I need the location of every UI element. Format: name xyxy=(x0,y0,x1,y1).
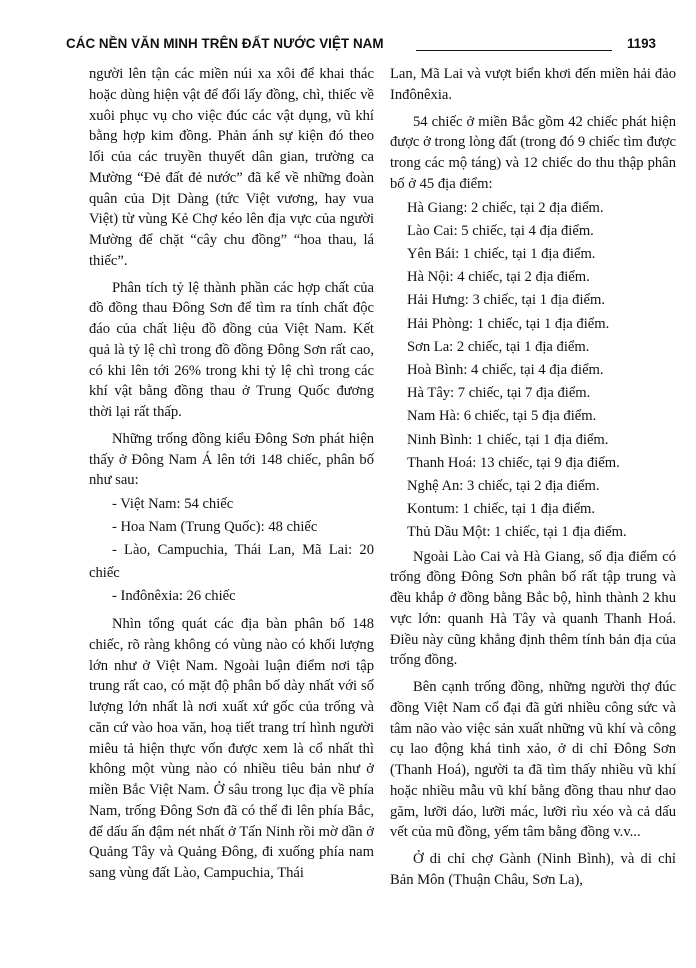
distribution-item: Kontum: 1 chiếc, tại 1 địa điểm. xyxy=(407,501,596,518)
distribution-item: Hà Tây: 7 chiếc, tại 7 địa điểm. xyxy=(407,385,591,402)
distribution-item: Lào Cai: 5 chiếc, tại 4 địa điểm. xyxy=(407,222,594,239)
distribution-item: Sơn La: 2 chiếc, tại 1 địa điểm. xyxy=(407,338,590,355)
right-column xyxy=(390,64,676,897)
running-header xyxy=(66,36,656,56)
header-title: CÁC NỀN VĂN MINH TRÊN ĐẤT NƯỚC VIỆT NAM xyxy=(66,36,384,51)
distribution-item: Hà Giang: 2 chiếc, tại 2 địa điểm. xyxy=(407,199,604,216)
header-rule xyxy=(416,50,612,51)
page-number: 1193 xyxy=(626,36,656,51)
distribution-item: Hà Nội: 4 chiếc, tại 2 địa điểm. xyxy=(407,269,590,286)
list-item: - Inđônêxia: 26 chiếc xyxy=(112,588,236,604)
distribution-item: Yên Bái: 1 chiếc, tại 1 địa điểm. xyxy=(407,245,596,262)
distribution-item: Hải Phòng: 1 chiếc, tại 1 địa điểm. xyxy=(407,315,610,332)
paragraph: Những trống đồng kiểu Đông Sơn phát hiện thấy ở Đông Nam Á lên tới 148 chiếc, phân bố như sau: xyxy=(89,430,374,489)
distribution-item: Hoà Bình: 4 chiếc, tại 4 địa điểm. xyxy=(407,361,604,378)
distribution-item: Hải Hưng: 3 chiếc, tại 1 địa điểm. xyxy=(407,292,605,309)
left-column xyxy=(89,64,374,890)
list-item: - Lào, Campuchia, Thái Lan, Mã Lai: 20 chiếc xyxy=(89,542,374,581)
paragraph: 54 chiếc ở miền Bắc gồm 42 chiếc phát hiện được ở trong lòng đất (trong đó 9 chiếc tìm được trong các mộ táng) và 12 chiếc do thu thập phân bố ở 45 địa điểm: xyxy=(390,113,676,192)
distribution-item: Thủ Dầu Một: 1 chiếc, tại 1 địa điểm. xyxy=(407,524,627,541)
paragraph: Lan, Mã Lai và vượt biển khơi đến miền hải đảo Inđônêxia. xyxy=(390,66,676,103)
distribution-item: Ninh Bình: 1 chiếc, tại 1 địa điểm. xyxy=(407,431,609,448)
distribution-item: Nghệ An: 3 chiếc, tại 2 địa điểm. xyxy=(407,477,600,494)
paragraph: Bên cạnh trống đồng, những người thợ đúc đồng Việt Nam cổ đại đã gửi nhiều công sức và tâm não vào việc sản xuất những vũ khí và công cụ lao động khá tinh xảo, ở di chỉ Đông Sơn (Thanh Hoá), người ta đã tìm thấy nhiều vũ khí hoặc nhiều mẫu vũ khí bằng đồng thau như dao găm, lưỡi dáo, lưỡi mác, lưỡi rìu xéo và cả dấu vết của mũ đồng, yếm tâm bằng đồng v.v... xyxy=(390,679,676,841)
paragraph: Phân tích tỷ lệ thành phần các hợp chất của đồ đồng thau Đông Sơn để tìm ra tính chất độc đáo của chất liệu đồ đồng của Việt Nam. Kết quả là tỷ lệ chì trong đồ đồng Đông Sơn rất cao, có khi lên tới 26% trong khi tỷ lệ chì trong các khí vật bằng đồng thau ở Trung Quốc đương thời lại rất thấp. xyxy=(89,279,374,420)
paragraph: người lên tận các miền núi xa xôi để khai thác hoặc dùng hiện vật để đổi lấy đồng, chì, thiếc về xuôi phục vụ cho việc đúc các vật dụng, vũ khí bằng hợp kim đồng. Phản ánh sự kiện đó theo lối của các truyền thuyết dân gian, trường ca Mường “Đẻ đất đẻ nước” đã kể về những đoàn quân của Dịt Dàng (tức Việt vương, hay vua Việt) từ vùng Kẻ Chợ kéo lên địa vực của người Mường để chặt “cây chu đồng” “hoa thau, lá thiếc”. xyxy=(89,66,374,269)
list-item: - Việt Nam: 54 chiếc xyxy=(112,496,234,512)
list-item: - Hoa Nam (Trung Quốc): 48 chiếc xyxy=(112,519,318,535)
distribution-item: Nam Hà: 6 chiếc, tại 5 địa điểm. xyxy=(407,408,597,425)
paragraph: Ở di chỉ chợ Gành (Ninh Bình), và di chỉ Bản Môn (Thuận Châu, Sơn La), xyxy=(390,851,676,888)
paragraph: Ngoài Lào Cai và Hà Giang, số địa điểm có trống đồng Đông Sơn phân bố rất tập trung và đều khắp ở đồng bằng Bắc bộ, hình thành 2 khu vực lớn: quanh Hà Tây và quanh Thanh Hoá. Điều này cũng khẳng định thêm tính bản địa của trống đồng. xyxy=(390,548,676,669)
distribution-item: Thanh Hoá: 13 chiếc, tại 9 địa điểm. xyxy=(407,454,620,471)
paragraph: Nhìn tổng quát các địa bàn phân bố 148 chiếc, rõ ràng không có vùng nào có khối lượng lớn như ở Việt Nam. Ngoài luận điểm nơi tập trung rất cao, có mặt độ phân bố dày nhất với số lượng lớn nhất là nơi xuất xứ gốc của trống và căn cứ vào hoa văn, hoạ tiết trang trí hình người miêu tả hiện thực vốn được xem là cổ nhất thì không một vùng nào có nhiều tiêu bản như ở miền Bắc Việt Nam. Ở sâu trong lục địa về phía Nam, trống Đông Sơn đã có thể đi lên phía Bắc, để dấu ấn đậm nét nhất ở Tấn Ninh rồi mờ dần ở Quảng Tây và Quảng Đông, đi xuống phía nam sang vùng đất Lào, Campuchia, Thái xyxy=(89,616,374,881)
